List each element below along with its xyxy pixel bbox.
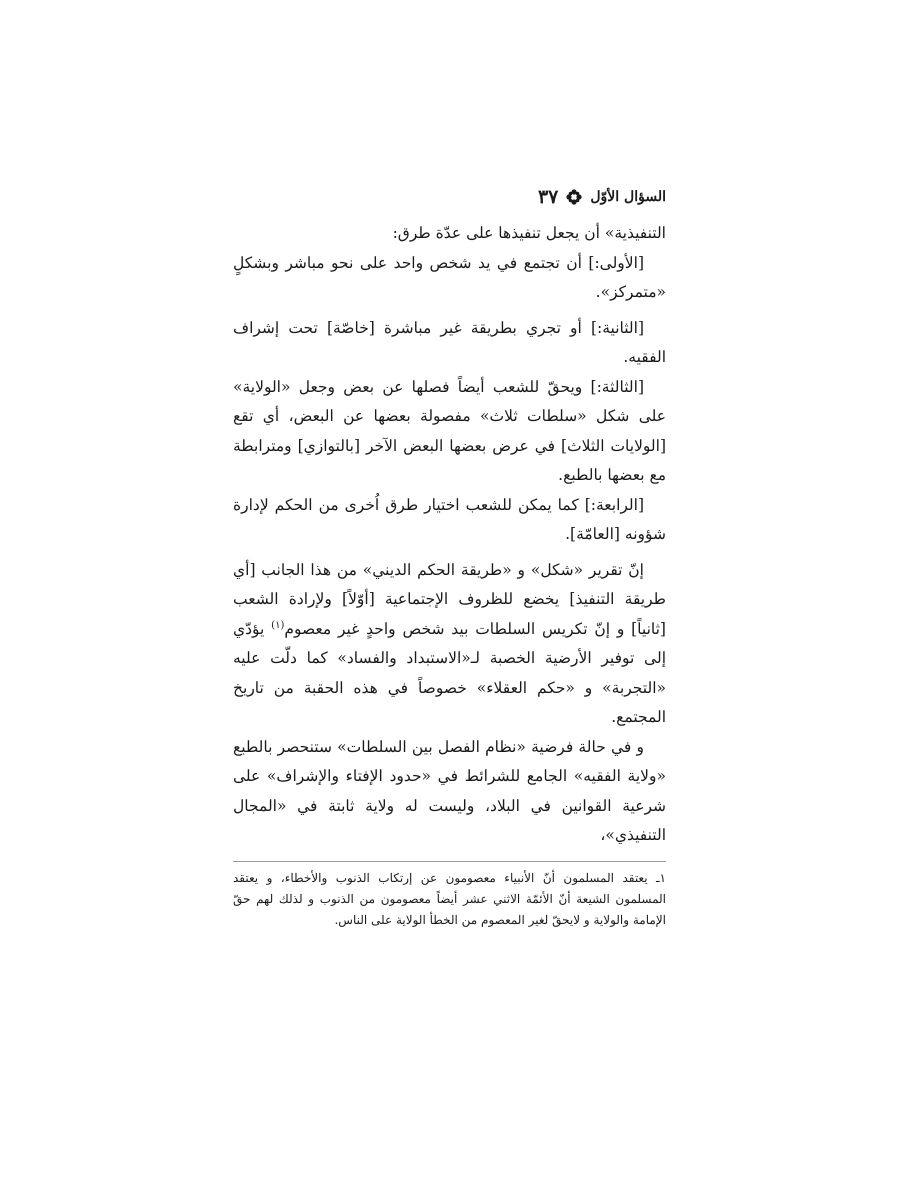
paragraph-continuation: التنفيذية» أن يجعل تنفيذها على عدّة طرق:: [392, 224, 666, 242]
page-number: ٣٧: [537, 186, 559, 208]
footnote-1: ١ـ يعتقد المسلمون أنّ الأنبياء معصومون عن إرتكاب الذنوب والأخطاء، و يعتقد المسلمون الشيعة أنّ الأئمّة الاثني عشر أيضاً معصومون من الذنوب و لذلك لهم حقّ الإمامة والولاية و لايحقّ لغير المعصوم من الخطأ الولاية على الناس.: [233, 870, 666, 927]
floral-ornament-icon: [566, 189, 582, 205]
paragraph-second-method: [الثانية:] أو تجري بطريقة غير مباشرة [خاصّة] تحت إشراف الفقيه.: [233, 318, 666, 366]
footnote-reference[interactable]: (١): [271, 619, 285, 631]
paragraph-separation-of-powers: و في حالة فرضية «نظام الفصل بين السلطات» ستنحصر بالطبع «ولاية الفقيه» الجامع للشرائط في «حدود الإفتاء والإشراف» على شرعية القوانين في البلاد، وليست له ولاية ثابتة في «المجال التنفيذي»،: [233, 737, 666, 844]
running-head-title: السؤال الأوّل: [590, 189, 666, 205]
paragraph-determination: [233, 556, 666, 733]
book-page: [233, 185, 666, 931]
paragraph-determination-text: إنّ تقرير «شكل» و «طريقة الحكم الديني» من هذا الجانب [أي طريقة التنفيذ] يخضع للظروف الإجتماعية [أوّلاً] ولإرادة الشعب [ثانياً] و إنّ تكريس السلطات بيد شخص واحدٍ غير معصوم: [233, 560, 666, 638]
running-head: [233, 185, 666, 209]
body-text: [233, 219, 666, 851]
paragraph-fourth-method: [الرابعة:] كما يمكن للشعب اختيار طرق اُخرى من الحكم لإدارة شؤونه [العامّة].: [233, 495, 666, 543]
paragraph-first-method: [الأولى:] أن تجتمع في يد شخص واحد على نحو مباشر وبشكلٍ «متمركز».: [233, 253, 666, 301]
footnotes: [233, 868, 666, 931]
paragraph-third-method: [الثالثة:] ويحقّ للشعب أيضاً فصلها عن بعض وجعل «الولاية» على شكل «سلطات ثلاث» مفصولة بعضها عن البعض، أي تقع [الولايات الثلاث] في عرض بعضها البعض الآخر [بالتوازي] ومترابطة مع بعضها بالطبع.: [233, 377, 666, 484]
paragraph-determination-continued: يؤدّي إلى توفير الأرضية الخصبة لـ«الاستبداد والفساد» كما دلّت عليه «التجربة» و «حكم العقلاء» خصوصاً في هذه الحقبة من تاريخ المجتمع.: [233, 619, 666, 726]
footnote-divider: [233, 861, 666, 862]
